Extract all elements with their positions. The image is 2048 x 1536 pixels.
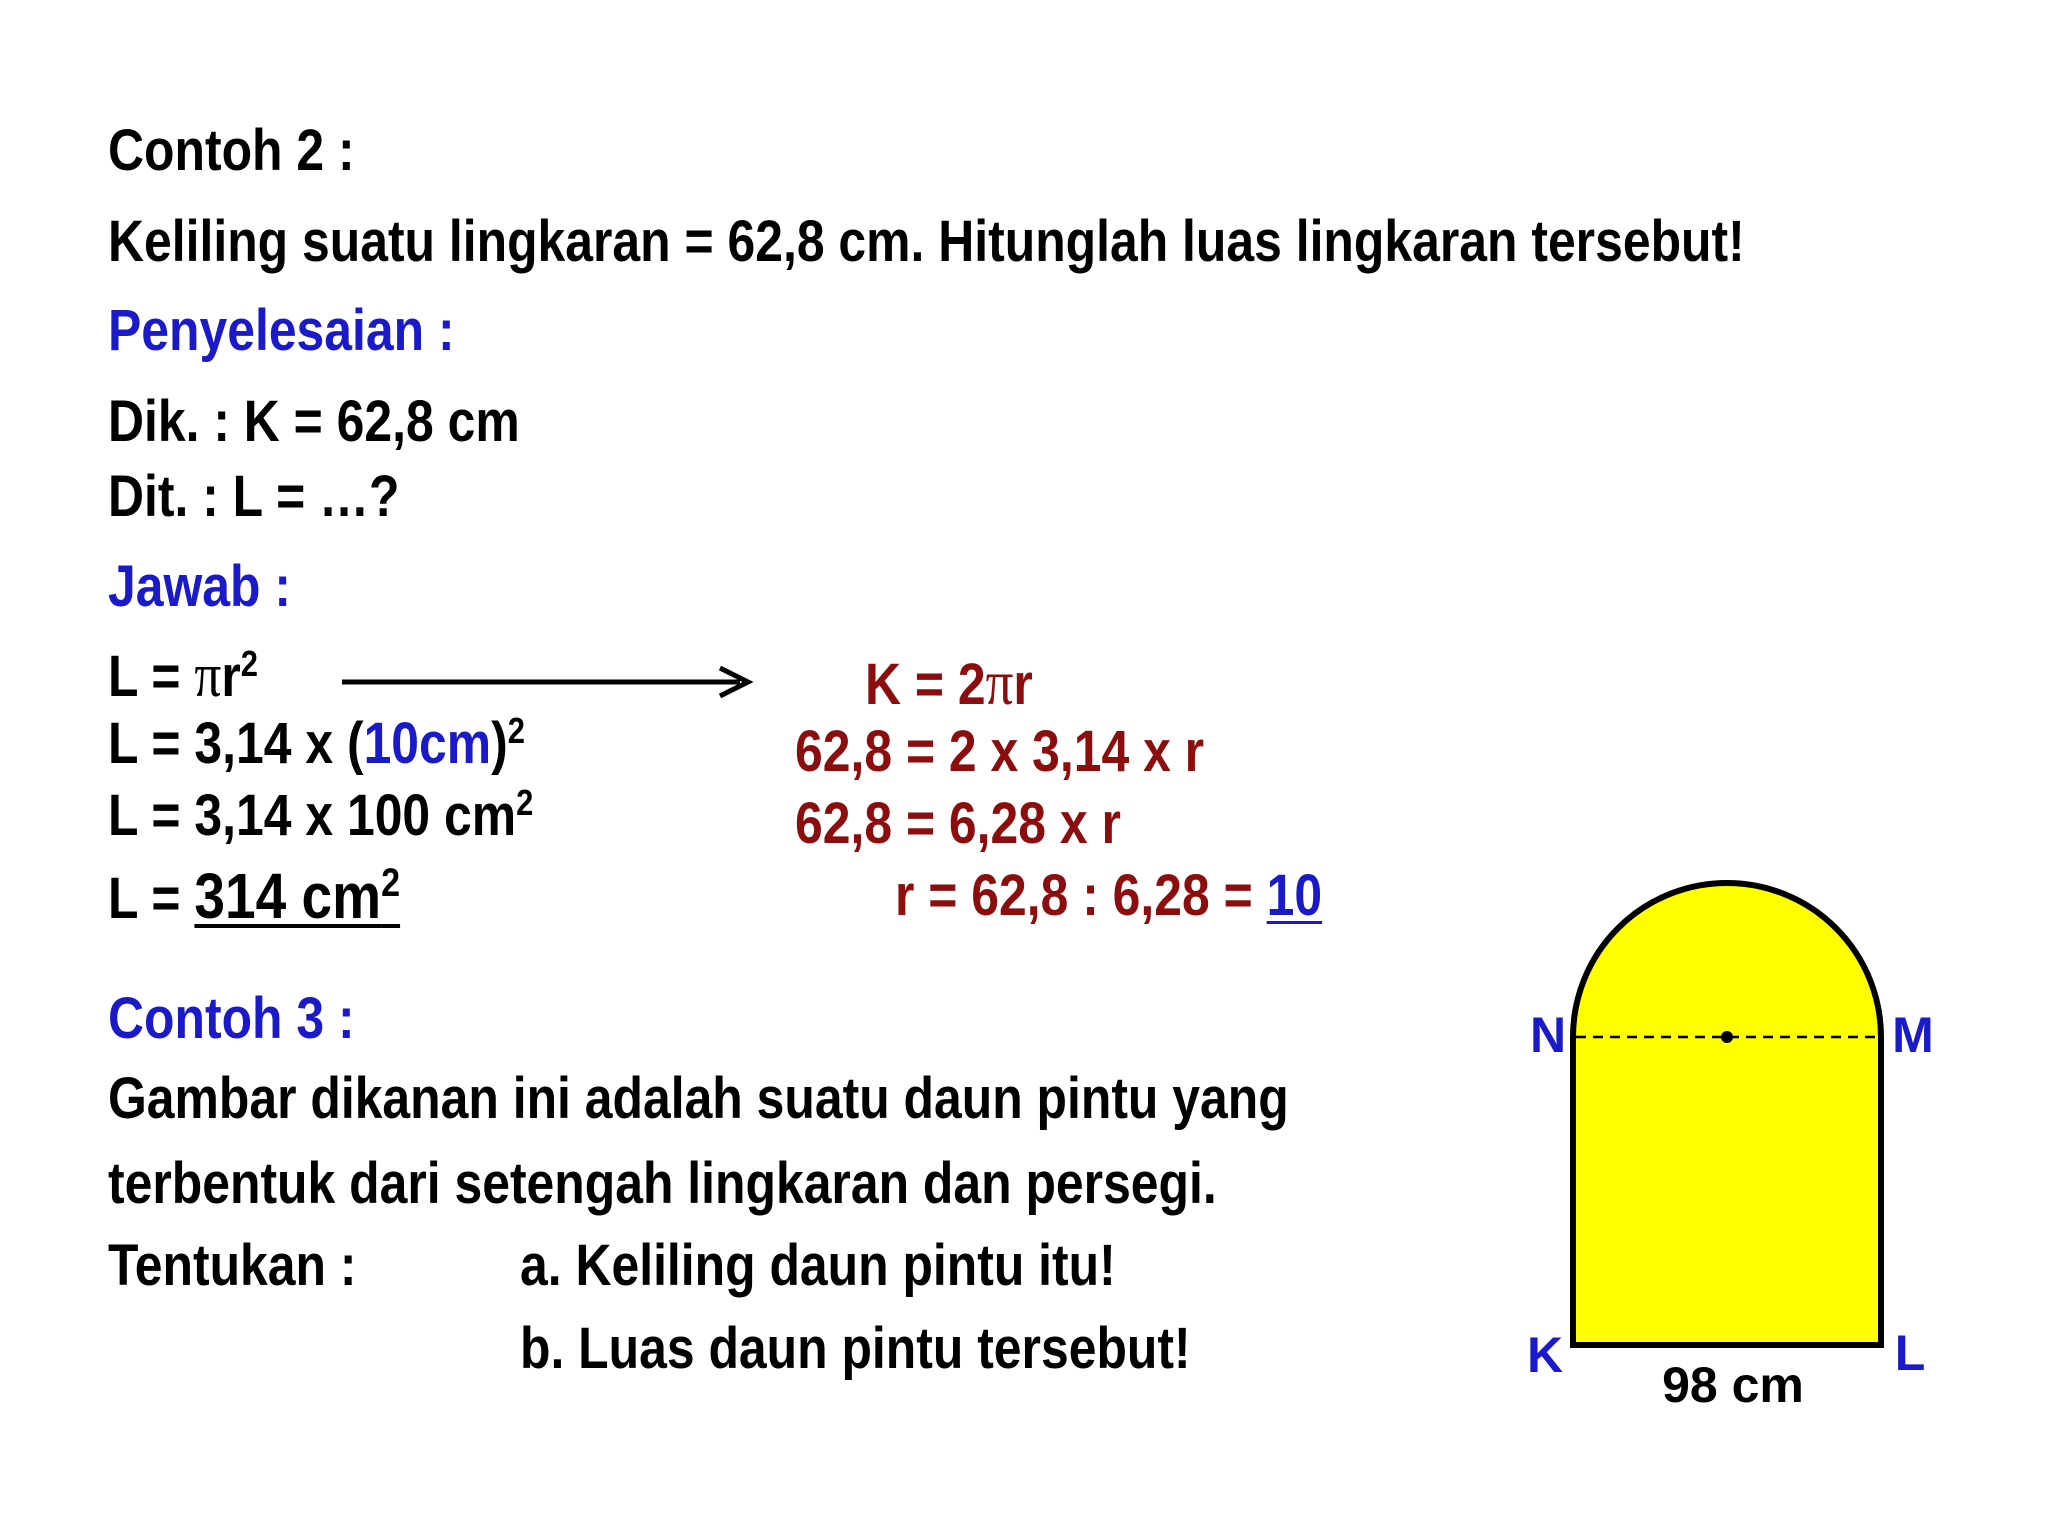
exponent: 2 bbox=[516, 782, 534, 824]
vertex-label-n: N bbox=[1529, 1007, 1567, 1063]
area-result-lhs: L = bbox=[108, 866, 195, 931]
radius-symbol: r bbox=[221, 644, 241, 709]
center-point bbox=[1721, 1031, 1733, 1043]
task-a: a. Keliling daun pintu itu! bbox=[520, 1233, 1116, 1298]
exponent: 2 bbox=[381, 861, 401, 906]
width-label: 98 cm bbox=[1662, 1357, 1804, 1410]
radius-solution bbox=[895, 863, 1323, 928]
pi-symbol: π bbox=[985, 647, 1014, 718]
circumference-formula-lhs: K = 2 bbox=[865, 652, 986, 717]
area-formula bbox=[108, 642, 258, 710]
area-result-value bbox=[194, 860, 400, 932]
exponent: 2 bbox=[507, 710, 525, 752]
radius-value: 10cm bbox=[363, 711, 492, 776]
task-b: b. Luas daun pintu tersebut! bbox=[520, 1316, 1191, 1381]
exponent: 2 bbox=[240, 643, 258, 685]
asked-line: Dit. : L = …? bbox=[108, 464, 400, 529]
area-simplified bbox=[108, 782, 534, 848]
area-substitution bbox=[108, 710, 525, 776]
contoh2-question: Keliling suatu lingkaran = 62,8 cm. Hitunglah luas lingkaran tersebut! bbox=[108, 209, 1745, 274]
area-substitution-end: ) bbox=[491, 711, 508, 776]
contoh3-desc-line1: Gambar dikanan ini adalah suatu daun pintu yang bbox=[108, 1066, 1289, 1131]
tentukan-label: Tentukan : bbox=[108, 1233, 357, 1298]
area-result bbox=[108, 860, 401, 932]
vertex-label-k: K bbox=[1526, 1327, 1564, 1383]
radius-symbol: r bbox=[1013, 652, 1033, 717]
vertex-label-m: M bbox=[1892, 1007, 1934, 1063]
circumference-formula bbox=[865, 647, 1033, 718]
arrow-icon bbox=[340, 662, 760, 702]
pi-symbol: π bbox=[194, 642, 222, 710]
contoh3-title: Contoh 3 : bbox=[108, 986, 355, 1051]
given-line: Dik. : K = 62,8 cm bbox=[108, 389, 520, 454]
penyelesaian-heading: Penyelesaian : bbox=[108, 298, 455, 363]
area-formula-lhs: L = bbox=[108, 644, 195, 709]
jawab-heading: Jawab : bbox=[108, 554, 291, 619]
vertex-label-l: L bbox=[1894, 1325, 1926, 1381]
contoh3-desc-line2: terbentuk dari setengah lingkaran dan persegi. bbox=[108, 1151, 1217, 1216]
area-substitution-start: L = 3,14 x ( bbox=[108, 711, 364, 776]
circumference-simplified: 62,8 = 6,28 x r bbox=[795, 791, 1121, 856]
radius-solution-value: 10 bbox=[1266, 863, 1323, 928]
area-result-number: 314 cm bbox=[194, 860, 382, 932]
contoh2-title: Contoh 2 : bbox=[108, 118, 355, 183]
door-shape bbox=[1573, 883, 1881, 1345]
area-simplified-text: L = 3,14 x 100 cm bbox=[108, 783, 517, 848]
circumference-substitution: 62,8 = 2 x 3,14 x r bbox=[795, 719, 1205, 784]
radius-solution-text: r = 62,8 : 6,28 = bbox=[895, 863, 1267, 928]
door-figure bbox=[1500, 870, 1980, 1410]
